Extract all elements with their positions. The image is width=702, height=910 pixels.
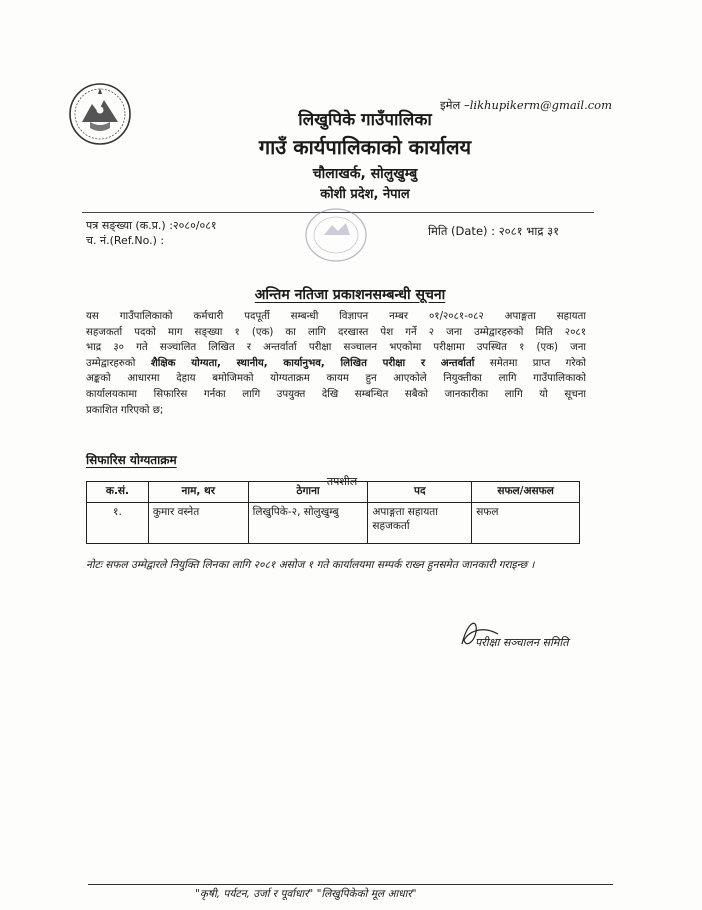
document-date	[428, 224, 559, 239]
post-cell: अपाङ्गता सहायता सहजकर्ता	[368, 503, 472, 544]
footer-divider	[88, 884, 613, 885]
email-address: likhupikerm@gmail.com	[469, 98, 612, 112]
notice-line: प्रकाशित गरिएको छ;	[86, 404, 164, 416]
notice-line-part: उम्मेद्वारहरुको	[86, 357, 151, 369]
notice-subject-text: अन्तिम नतिजा प्रकाशनसम्बन्धी सूचना	[254, 287, 446, 303]
dispatch-number-label: च. नं.(Ref.No.) :	[86, 234, 165, 247]
office-name: गाउँ कार्यपालिकाको कार्यालय	[258, 135, 472, 159]
email-label: इमेल –	[440, 98, 470, 112]
reference-label: पत्र सङ्ख्या (क.प्र.) :	[86, 219, 173, 232]
province-name: कोशी प्रदेश, नेपाल	[320, 187, 410, 202]
address-cell: लिखुपिके-२, सोलुखुम्बु	[248, 503, 368, 544]
column-header: नाम, थर	[148, 482, 248, 503]
name-cell: कुमार वस्नेत	[148, 503, 248, 544]
notice-line: सहजकर्ता पदको माग सङ्ख्या १ (एक) का लागि दरखास्त पेश गर्ने २ जना उम्मेद्वारहरुको मिति २०८१	[86, 326, 586, 338]
footer-slogan: "कृषी, पर्यटन, उर्जा र पूर्वाधार" "लिखुपिकेको मूल आधार"	[195, 888, 417, 900]
date-label: मिति (Date) :	[428, 224, 496, 238]
table-row	[87, 503, 580, 544]
table-header-row	[87, 482, 580, 503]
municipality-name: लिखुपिके गाउँपालिका	[298, 110, 432, 130]
date-value: २०८१ भाद्र ३१	[498, 224, 560, 238]
notice-line: भाद्र ३० गते सञ्चालित लिखित र अन्तर्वार्ता परीक्षा सञ्चालन भएकोमा परीक्षामा उपस्थित १ (एक) जना	[86, 342, 586, 354]
notice-subject	[160, 285, 540, 304]
notice-criteria: शैक्षिक योग्यता, स्थानीय, कार्यानुभव, लिखित परीक्षा र अन्तर्वार्ता	[150, 357, 475, 369]
reference-number	[86, 218, 217, 233]
section-title: सिफारिस योग्यताक्रम	[86, 453, 177, 467]
reference-value: २०८०/०८१	[172, 219, 217, 232]
column-header: सफल/असफल	[472, 482, 580, 503]
table-caption: तपशील	[326, 475, 358, 488]
notice-line: यस गाउँपालिकाको कर्मचारी पदपूर्ती सम्बन्धी विज्ञापन नम्बर ०१/२०८१-०८२ अपाङ्गता सहायता	[86, 311, 586, 322]
serial-cell: १.	[87, 503, 149, 544]
result-table	[86, 481, 580, 544]
notice-line	[86, 356, 586, 372]
column-header: क.सं.	[87, 482, 149, 503]
government-emblem-icon	[68, 82, 132, 146]
result-cell: सफल	[472, 503, 580, 544]
notice-line-part: समेतमा प्राप्त गरेको	[474, 357, 586, 369]
notice-line: अङ्कको आधारमा देहाय बमोजिमको योग्यताक्रम कायम हुन आएकोले नियुक्तीका लागि गाउँपालिकाको	[86, 373, 586, 385]
office-stamp-icon	[302, 205, 370, 265]
column-header: ठेगाना	[248, 482, 368, 503]
note-text: नोटः सफल उम्मेद्वारले नियुक्ति लिनका लागि २०८१ असोज १ गते कार्यालयमा सम्पर्क राख्न हुनसमेत जानकारी गराइन्छ ।	[86, 559, 535, 571]
office-address: चौलाखर्क, सोलुखुम्बु	[312, 166, 418, 182]
column-header: पद	[368, 482, 472, 503]
notice-line: कार्यालयकामा सिफारिस गर्नका लागि उपयुक्त देखि सम्बन्धित सबैको जानकारीका लागि यो सूचना	[86, 388, 586, 400]
signature-committee: परीक्षा सञ्चालन समिति	[475, 636, 569, 649]
notice-body	[86, 309, 586, 418]
